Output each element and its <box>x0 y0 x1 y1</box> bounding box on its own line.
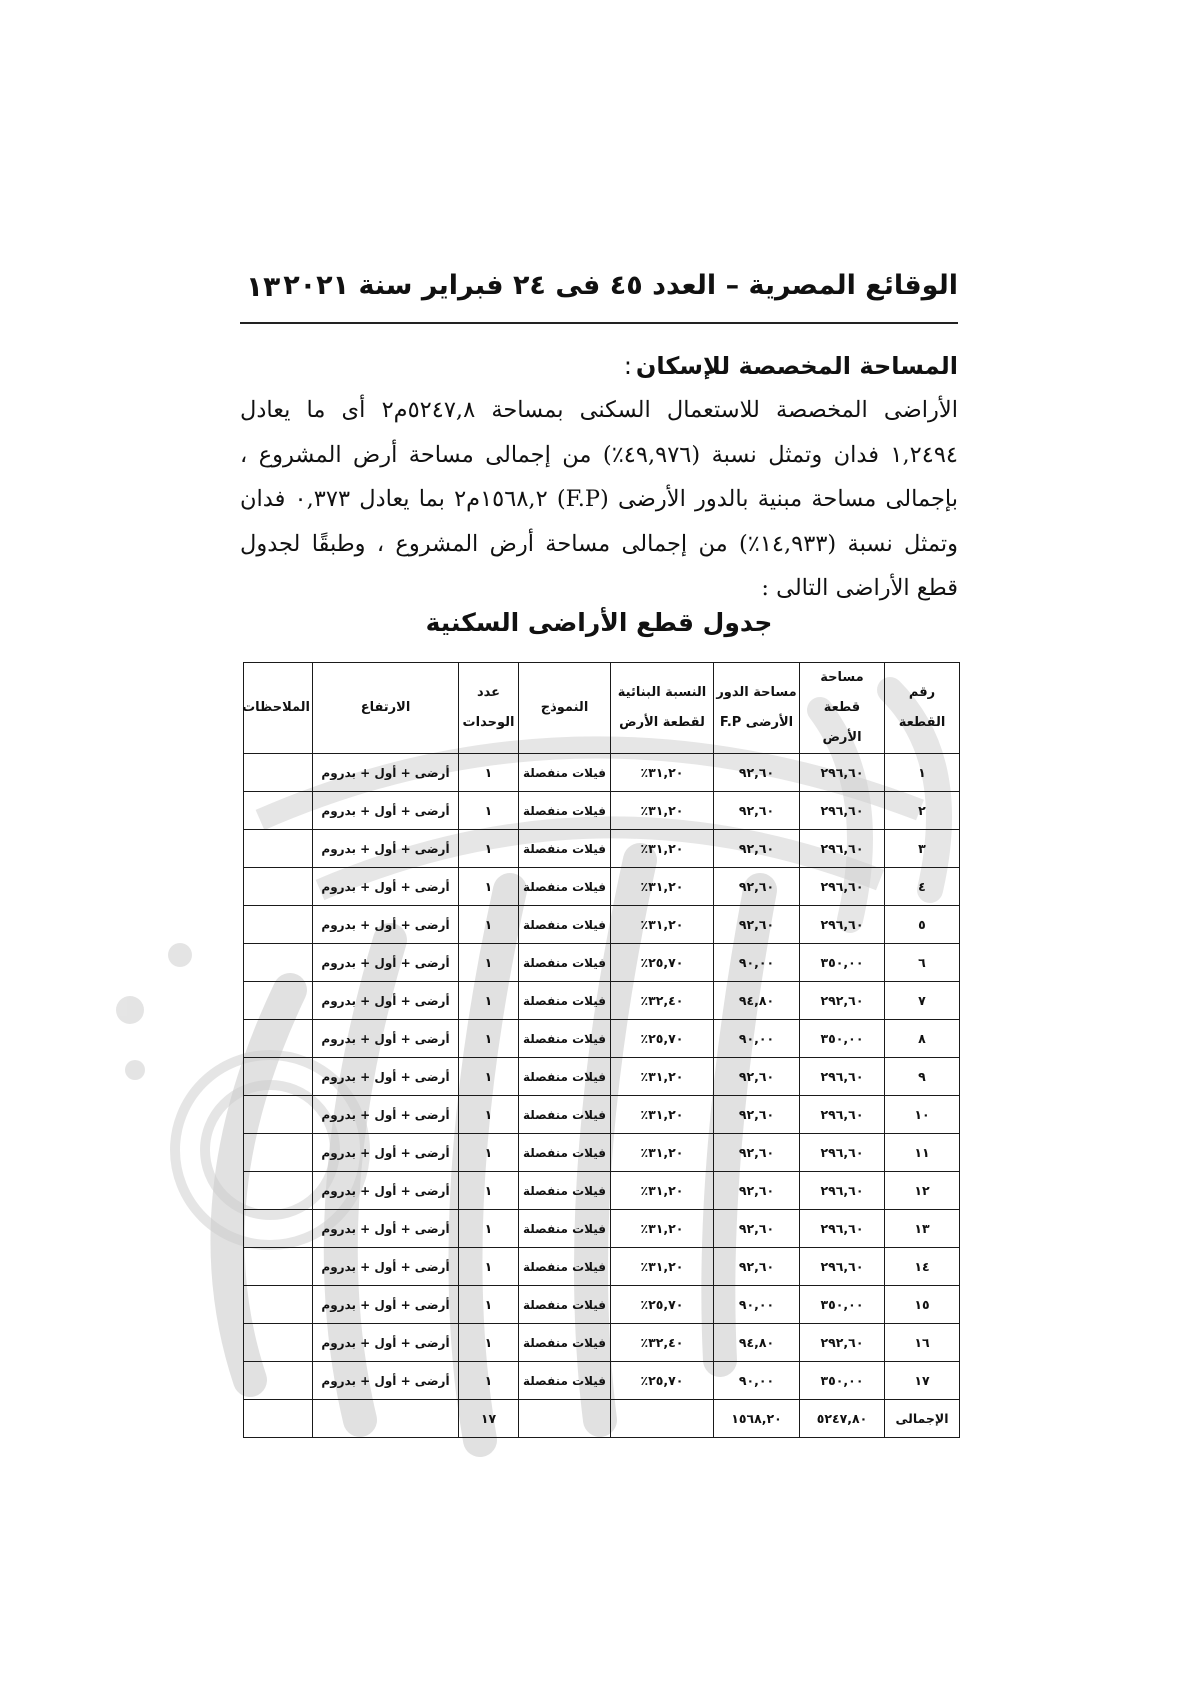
cell-units: ١ <box>459 754 519 792</box>
cell-plot-no: ٦ <box>885 944 960 982</box>
cell-total-area: ٥٢٤٧,٨٠ <box>800 1400 885 1438</box>
cell-plot-area: ٢٩٦,٦٠ <box>800 906 885 944</box>
cell-ground-fp: ٩٢,٦٠ <box>714 1172 800 1210</box>
cell-build-ratio: ٣١,٢٠٪ <box>611 1096 714 1134</box>
cell-height: أرضى + أول + بدروم <box>313 792 459 830</box>
table-row <box>244 1020 960 1058</box>
cell-height: أرضى + أول + بدروم <box>313 1362 459 1400</box>
cell-notes <box>244 868 313 906</box>
residential-plots-table <box>243 662 960 1438</box>
cell-plot-area: ٢٩٢,٦٠ <box>800 982 885 1020</box>
cell-units: ١ <box>459 1172 519 1210</box>
cell-ground-fp: ٩٠,٠٠ <box>714 944 800 982</box>
cell-build-ratio: ٣١,٢٠٪ <box>611 906 714 944</box>
cell-model: فيلات منفصلة <box>519 1324 611 1362</box>
cell-ground-fp: ٩٢,٦٠ <box>714 830 800 868</box>
cell-plot-no: ١٥ <box>885 1286 960 1324</box>
cell-plot-area: ٣٥٠,٠٠ <box>800 1286 885 1324</box>
table-row <box>244 944 960 982</box>
cell-plot-area: ٢٩٦,٦٠ <box>800 830 885 868</box>
table-row <box>244 1172 960 1210</box>
cell-notes <box>244 906 313 944</box>
table-row <box>244 868 960 906</box>
cell-plot-area: ٢٩٦,٦٠ <box>800 1172 885 1210</box>
cell-plot-no: ١٠ <box>885 1096 960 1134</box>
cell-model: فيلات منفصلة <box>519 982 611 1020</box>
cell-plot-area: ٢٩٦,٦٠ <box>800 792 885 830</box>
cell-total-height <box>313 1400 459 1438</box>
cell-model: فيلات منفصلة <box>519 944 611 982</box>
cell-plot-area: ٢٩٦,٦٠ <box>800 1096 885 1134</box>
cell-build-ratio: ٣١,٢٠٪ <box>611 1134 714 1172</box>
cell-plot-no: ٥ <box>885 906 960 944</box>
cell-plot-area: ٢٩٦,٦٠ <box>800 1058 885 1096</box>
cell-notes <box>244 982 313 1020</box>
cell-plot-area: ٢٩٦,٦٠ <box>800 1248 885 1286</box>
cell-height: أرضى + أول + بدروم <box>313 1286 459 1324</box>
cell-plot-no: ٩ <box>885 1058 960 1096</box>
header-notes: الملاحظات <box>244 663 313 754</box>
cell-total-units: ١٧ <box>459 1400 519 1438</box>
cell-ground-fp: ٩٢,٦٠ <box>714 1210 800 1248</box>
cell-height: أرضى + أول + بدروم <box>313 1096 459 1134</box>
cell-plot-no: ١٦ <box>885 1324 960 1362</box>
cell-model: فيلات منفصلة <box>519 1058 611 1096</box>
cell-plot-area: ٣٥٠,٠٠ <box>800 944 885 982</box>
cell-units: ١ <box>459 1324 519 1362</box>
table-row <box>244 1286 960 1324</box>
cell-units: ١ <box>459 792 519 830</box>
table-title: جدول قطع الأراضى السكنية <box>425 608 773 637</box>
table-row <box>244 1210 960 1248</box>
cell-units: ١ <box>459 1058 519 1096</box>
cell-plot-area: ٢٩٦,٦٠ <box>800 754 885 792</box>
cell-build-ratio: ٣٢,٤٠٪ <box>611 1324 714 1362</box>
cell-model: فيلات منفصلة <box>519 754 611 792</box>
cell-model: فيلات منفصلة <box>519 906 611 944</box>
cell-model: فيلات منفصلة <box>519 1020 611 1058</box>
cell-plot-area: ٣٥٠,٠٠ <box>800 1020 885 1058</box>
cell-plot-area: ٢٩٦,٦٠ <box>800 1134 885 1172</box>
header-units: عدد الوحدات <box>459 663 519 754</box>
cell-plot-no: ١٧ <box>885 1362 960 1400</box>
cell-ground-fp: ٩٤,٨٠ <box>714 1324 800 1362</box>
cell-build-ratio: ٣١,٢٠٪ <box>611 1210 714 1248</box>
cell-ground-fp: ٩٢,٦٠ <box>714 1248 800 1286</box>
cell-notes <box>244 1134 313 1172</box>
section-heading-text: المساحة المخصصة للإسكان <box>635 352 958 380</box>
cell-units: ١ <box>459 982 519 1020</box>
table-body <box>244 754 960 1438</box>
cell-model: فيلات منفصلة <box>519 868 611 906</box>
cell-build-ratio: ٣١,٢٠٪ <box>611 868 714 906</box>
cell-plot-no: ٣ <box>885 830 960 868</box>
page-header <box>240 270 958 320</box>
gazette-issue-title: الوقائع المصرية – العدد ٤٥ فى ٢٤ فبراير سنة ٢٠٢١ <box>283 270 958 301</box>
cell-height: أرضى + أول + بدروم <box>313 754 459 792</box>
cell-units: ١ <box>459 1362 519 1400</box>
cell-ground-fp: ٩٠,٠٠ <box>714 1286 800 1324</box>
cell-ground-fp: ٩٤,٨٠ <box>714 982 800 1020</box>
cell-units: ١ <box>459 830 519 868</box>
cell-build-ratio: ٢٥,٧٠٪ <box>611 1286 714 1324</box>
cell-build-ratio: ٣١,٢٠٪ <box>611 754 714 792</box>
cell-height: أرضى + أول + بدروم <box>313 906 459 944</box>
cell-total-fp: ١٥٦٨,٢٠ <box>714 1400 800 1438</box>
table-row <box>244 906 960 944</box>
cell-build-ratio: ٣١,٢٠٪ <box>611 1058 714 1096</box>
cell-height: أرضى + أول + بدروم <box>313 1058 459 1096</box>
cell-plot-area: ٢٩٦,٦٠ <box>800 1210 885 1248</box>
cell-build-ratio: ٣١,٢٠٪ <box>611 792 714 830</box>
cell-height: أرضى + أول + بدروم <box>313 1134 459 1172</box>
cell-plot-area: ٢٩٢,٦٠ <box>800 1324 885 1362</box>
cell-ground-fp: ٩٢,٦٠ <box>714 1096 800 1134</box>
cell-build-ratio: ٣٢,٤٠٪ <box>611 982 714 1020</box>
cell-ground-fp: ٩٢,٦٠ <box>714 906 800 944</box>
table-row <box>244 1324 960 1362</box>
cell-height: أرضى + أول + بدروم <box>313 830 459 868</box>
cell-notes <box>244 1210 313 1248</box>
cell-ground-fp: ٩٢,٦٠ <box>714 754 800 792</box>
cell-model: فيلات منفصلة <box>519 1134 611 1172</box>
cell-ground-fp: ٩٢,٦٠ <box>714 1058 800 1096</box>
cell-total-model <box>519 1400 611 1438</box>
cell-height: أرضى + أول + بدروم <box>313 868 459 906</box>
cell-model: فيلات منفصلة <box>519 1096 611 1134</box>
cell-plot-no: ١ <box>885 754 960 792</box>
cell-model: فيلات منفصلة <box>519 792 611 830</box>
cell-notes <box>244 754 313 792</box>
cell-notes <box>244 1248 313 1286</box>
cell-model: فيلات منفصلة <box>519 1210 611 1248</box>
cell-units: ١ <box>459 944 519 982</box>
cell-plot-no: ٢ <box>885 792 960 830</box>
table-row <box>244 1134 960 1172</box>
cell-height: أرضى + أول + بدروم <box>313 1248 459 1286</box>
cell-notes <box>244 944 313 982</box>
cell-plot-no: ٤ <box>885 868 960 906</box>
section-heading-colon: : <box>623 352 632 380</box>
header-height: الارتفاع <box>313 663 459 754</box>
cell-notes <box>244 830 313 868</box>
cell-notes <box>244 1324 313 1362</box>
cell-plot-no: ٨ <box>885 1020 960 1058</box>
cell-notes <box>244 1172 313 1210</box>
header-plot-area: مساحة قطعة الأرض <box>800 663 885 754</box>
cell-height: أرضى + أول + بدروم <box>313 1210 459 1248</box>
cell-plot-no: ١٤ <box>885 1248 960 1286</box>
cell-ground-fp: ٩٢,٦٠ <box>714 792 800 830</box>
header-plot-no: رقم القطعة <box>885 663 960 754</box>
cell-ground-fp: ٩٢,٦٠ <box>714 1134 800 1172</box>
cell-model: فيلات منفصلة <box>519 1362 611 1400</box>
cell-plot-no: ١٣ <box>885 1210 960 1248</box>
cell-model: فيلات منفصلة <box>519 1248 611 1286</box>
cell-build-ratio: ٣١,٢٠٪ <box>611 1248 714 1286</box>
cell-height: أرضى + أول + بدروم <box>313 1324 459 1362</box>
cell-total-ratio <box>611 1400 714 1438</box>
table-row <box>244 982 960 1020</box>
cell-notes <box>244 792 313 830</box>
table-row <box>244 1248 960 1286</box>
table-row <box>244 1362 960 1400</box>
cell-plot-no: ٧ <box>885 982 960 1020</box>
cell-build-ratio: ٢٥,٧٠٪ <box>611 1362 714 1400</box>
cell-model: فيلات منفصلة <box>519 1286 611 1324</box>
cell-units: ١ <box>459 1134 519 1172</box>
header-divider <box>240 322 958 324</box>
cell-notes <box>244 1020 313 1058</box>
cell-plot-area: ٢٩٦,٦٠ <box>800 868 885 906</box>
cell-units: ١ <box>459 1096 519 1134</box>
table-header-row <box>244 663 960 754</box>
table-row <box>244 830 960 868</box>
cell-units: ١ <box>459 1210 519 1248</box>
cell-units: ١ <box>459 1286 519 1324</box>
cell-build-ratio: ٢٥,٧٠٪ <box>611 944 714 982</box>
header-ground-fp: مساحة الدور الأرضى F.P <box>714 663 800 754</box>
cell-plot-no: ١١ <box>885 1134 960 1172</box>
cell-ground-fp: ٩٠,٠٠ <box>714 1020 800 1058</box>
page-number: ١٣ <box>246 270 281 303</box>
table-total-row <box>244 1400 960 1438</box>
cell-model: فيلات منفصلة <box>519 1172 611 1210</box>
cell-height: أرضى + أول + بدروم <box>313 1020 459 1058</box>
table-row <box>244 754 960 792</box>
cell-total-label: الإجمالى <box>885 1400 960 1438</box>
table-row <box>244 1058 960 1096</box>
cell-notes <box>244 1058 313 1096</box>
cell-plot-area: ٣٥٠,٠٠ <box>800 1362 885 1400</box>
cell-total-notes <box>244 1400 313 1438</box>
body-paragraph: الأراضى المخصصة للاستعمال السكنى بمساحة ٥٢٤٧,٨م٢ أى ما يعادل ١,٢٤٩٤ فدان وتمثل نسبة (٤٩,٩٧٦٪) من إجمالى مساحة أرض المشروع ، بإجمالى مساحة مبنية بالدور الأرضى (F.P) ١٥٦٨,٢م٢ بما يعادل ٠,٣٧٣ فدان وتمثل نسبة (١٤,٩٣٣٪) من إجمالى مساحة أرض المشروع ، وطبقًا لجدول قطع الأراضى التالى : <box>240 397 959 601</box>
cell-height: أرضى + أول + بدروم <box>313 1172 459 1210</box>
cell-build-ratio: ٣١,٢٠٪ <box>611 830 714 868</box>
cell-units: ١ <box>459 1020 519 1058</box>
cell-plot-no: ١٢ <box>885 1172 960 1210</box>
cell-notes <box>244 1362 313 1400</box>
table-row <box>244 792 960 830</box>
cell-units: ١ <box>459 1248 519 1286</box>
cell-ground-fp: ٩٢,٦٠ <box>714 868 800 906</box>
section-heading <box>624 352 958 380</box>
cell-notes <box>244 1096 313 1134</box>
cell-model: فيلات منفصلة <box>519 830 611 868</box>
cell-build-ratio: ٢٥,٧٠٪ <box>611 1020 714 1058</box>
cell-ground-fp: ٩٠,٠٠ <box>714 1362 800 1400</box>
cell-height: أرضى + أول + بدروم <box>313 944 459 982</box>
table-row <box>244 1096 960 1134</box>
cell-notes <box>244 1286 313 1324</box>
header-build-ratio: النسبة البنائية لقطعة الأرض <box>611 663 714 754</box>
cell-build-ratio: ٣١,٢٠٪ <box>611 1172 714 1210</box>
cell-units: ١ <box>459 868 519 906</box>
header-model: النموذج <box>519 663 611 754</box>
cell-units: ١ <box>459 906 519 944</box>
cell-height: أرضى + أول + بدروم <box>313 982 459 1020</box>
